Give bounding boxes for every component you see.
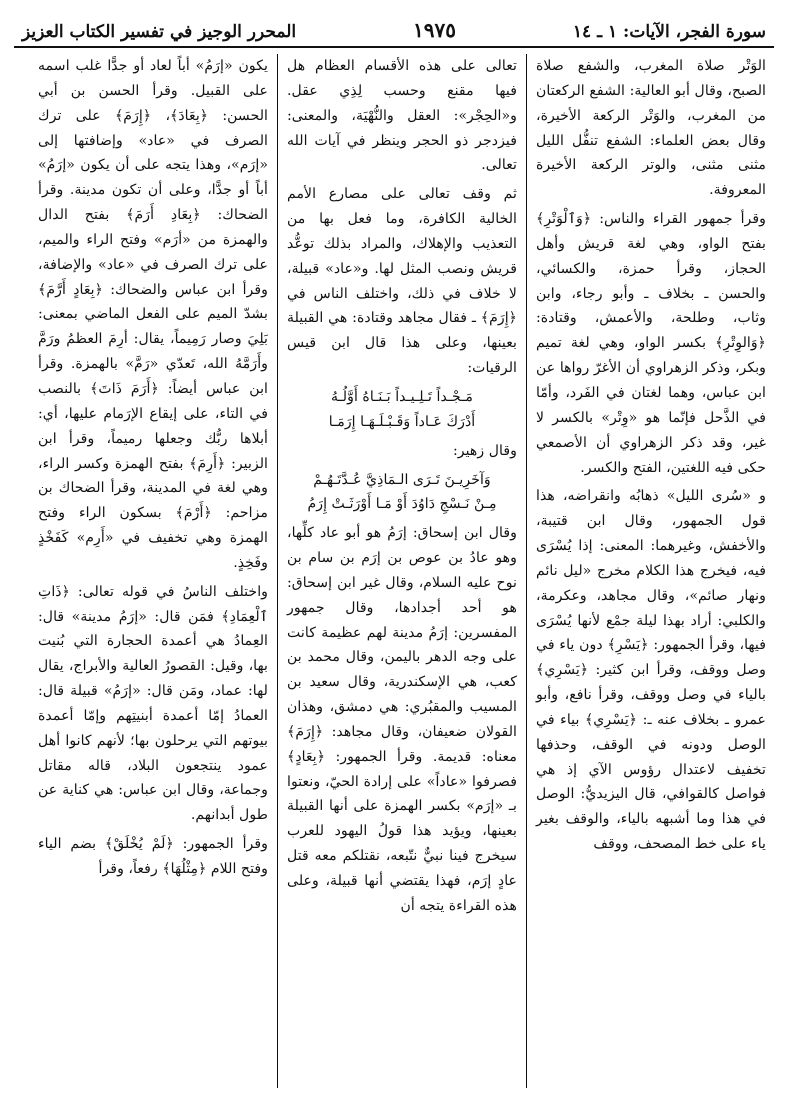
page-number: ١٩٧٥ <box>413 18 456 42</box>
verse-hemistich: مَـجْـداً تَـلِـيـداً بَـنَـاهُ أَوَّلُـهُ <box>331 388 473 405</box>
paragraph: وقال ابن إسحاق: إرَمُ هو أبو عاد كلِّها، وهو عادُ بن عوص بن إرَم بن سام بن نوح عليه السلام، وقال غير ابن إسحاق: هو أحد أجدادها، وقال جمهور المفسرين: إرَمُ مدينة لهم عظيمة كانت على وجه الدهر باليمن، وقال محمد بن كعب، هي الإسكندرية، وقال سعيد بن المسيب والمقبُري: هي دمشق، وهذان القولان ضعيفان، وقال مجاهد: ﴿إِرَمَ﴾ معناه: قديمة. وقرأ الجمهور: ﴿بِعَادٍ﴾ فصرفوا «عاداً» على إرادة الحيّ، ونعتوا بـ «إرَم» بكسر الهمزة على أنها القبيلة بعينها، ويؤيد هذا قولُ اليهود للعرب سيخرج فينا نبيٌّ نتّبعه، نقتلكم معه قتل عادٍ إرَم، فهذا يقتضي أنها قبيلة، وعلى هذه القراءة يتجه أن <box>287 525 517 914</box>
verse-hemistich: وَآخَرِيـنَ تَـرَى الـمَاذِيَّ عُـدَّتَـهُـمْ <box>313 471 491 488</box>
book-page <box>14 8 774 1088</box>
column-left <box>30 54 276 1088</box>
book-title: المحرر الوجيز في تفسير الكتاب العزيز <box>22 22 297 42</box>
paragraph: وقال زهير: <box>453 442 517 459</box>
paragraph: الوَتْر صلاة المغرب، والشفع صلاة الصبح، وقال أبو العالية: الشفع الركعتان من المغرب، والوَتْر الركعة الأخيرة، وقال بعض العلماء: الشفع تنفُّل الليل مثنى مثنى، والوتر الركعة الأخيرة المعروفة. <box>536 58 766 199</box>
page-header <box>14 8 774 42</box>
verse-hemistich: مِـنْ نَـسْجِ دَاوُدَ أَوْ مَـا أَوْرَثَـتْ إِرَمُ <box>307 496 497 513</box>
poetry-verse <box>287 385 517 435</box>
column-middle <box>279 54 525 1088</box>
column-divider <box>277 54 278 1088</box>
paragraph: وقرأ جمهور القراء والناس: ﴿وَٱلْوَتْرِ﴾ بفتح الواو، وهي لغة قريش وأهل الحجاز، وقرأ حمزة، والكسائي، والحسن ـ بخلاف ـ وأبو رجاء، وابن وثاب، وطلحة، والأعمش، وقتادة: ﴿وَالوِتْرِ﴾ بكسر الواو، وهي لغة تميم وبكر، وذكر الزهراوي أن الأغرّ رواها عن ابن عباس، وهما لغتان في الفَرد، وأمّا في الذَّحل فإنّما هو «وِتْر» بالكسر لا غير، وقد ذكر الزهراوي أن الأصمعي حكى فيه اللغتين، الفتح والكسر. <box>536 211 766 476</box>
poetry-verse <box>287 468 517 518</box>
paragraph: تعالى على هذه الأقسام العظام هل فيها مقنع وحسب لِذِي عقل. و«الحِجْر»: العقل والنُّهْيَة، والمعنى: فيزدجر ذو الحجر وينظر في آيات الله تعالى. <box>287 58 517 174</box>
column-right <box>528 54 774 1088</box>
paragraph: واختلف الناسُ في قوله تعالى: ﴿ذَاتِ ٱلْعِمَادِ﴾ فمَن قال: «إرَمُ مدينة» قال: العِمادُ هي أعمدة الحجارة التي بُنيت بها، وقيل: القصورُ العالية والأبراج، يقال لها: عماد، ومَن قال: «إرَمُ» قبيلة قال: العمادُ إمّا أعمدة أبنيتِهم وإمّا أعمدة بيوتهم التي يرحلون بها؛ لأنهم كانوا أهل عمود ينتجعون البلاد، قاله مقاتل وجماعة، وقال ابن عباس: هي كناية عن طول أبدانهم. <box>38 583 268 824</box>
header-rule <box>14 46 774 48</box>
verse-hemistich: أَدْرَكَ عَـاداً وَقَـبْـلَـهَـا إِرَمَـا <box>328 413 476 430</box>
text-columns <box>14 54 774 1088</box>
surah-heading: سورة الفجر، الآيات: ١ ـ ١٤ <box>572 22 766 42</box>
column-divider <box>526 54 527 1088</box>
paragraph: وقرأ الجمهور: ﴿لَمْ يُخْلَقْ﴾ بضم الياء وفتح اللام ﴿مِثْلُهَا﴾ رفعاً، وقرأ <box>38 836 268 877</box>
paragraph: يكون «إرَمُ» أباً لعاد أو جدًّا غلب اسمه على القبيل. وقرأ الحسن بن أبي الحسن: ﴿بِعَادَ﴾، ﴿إِرَمَ﴾ على ترك الصرف في «عاد» وإضافتها إلى «إرَم»، وهذا يتجه على أن يكون «إرَمُ» أباً أو جدًّا، وعلى أن تكون مدينة. وقرأ الضحاك: ﴿بِعَادِ أَرَمَ﴾ بفتح الدال والهمزة من «أرَم» وفتح الراء والميم، على ترك الصرف في «عاد» والإضافة، وقرأ ابن عباس والضحاك: ﴿بِعَادٍ أَرَّمَ﴾ بشدّ الميم على الفعل الماضي بمعنى: بَلِيَ وصار رَمِيماً، يقال: أرِمَ العظمُ ورَمَّ وأَرَمَّهُ الله، تَعدّي «رَمَّ» بالهمزة. وقرأ ابن عباس أيضاً: ﴿أَرَمَ ذَاتَ﴾ بالنصب في التاء، على إيقاع الإرَمام عليها، أي: أبلاها ربُّك وجعلها رميماً، وقرأ ابن الزبير: ﴿أَرِمَ﴾ بفتح الهمزة وكسر الراء، وهي لغة في المدينة، وقرأ الضحاك بن مزاحم: ﴿أَرْمَ﴾ بسكون الراء وفتح الهمزة وهي تخفيف في «أَرِم» كَفَخْذٍ وفَخِذٍ. <box>38 58 268 571</box>
paragraph: ثم وقف تعالى على مصارع الأمم الخالية الكافرة، وما فعل بها من التعذيب والإهلاك، والمراد بذلك توعُّد قريش ونصب المثل لها. و«عاد» قبيلة، لا خلاف في ذلك، واختلف الناس في ﴿إِرَمَ﴾ ـ فقال مجاهد وقتادة: هي القبيلة بعينها، وعلى هذا قال ابن قيس الرقيات: <box>287 186 517 377</box>
paragraph: و «سُرى الليل» ذهابُه وانقراضه، هذا قول الجمهور، وقال ابن قتيبة، والأخفش، وغيرهما: المعنى: إذا يُسْرَى فيه، فيخرج هذا الكلام مخرج «ليل نائم ونهار صائم»، وقال مجاهد، وعكرمة، والكلبي: أراد بهذا ليلة جمْع لأنها يُسْرَى فيها، وقرأ الجمهور: ﴿يَسْرِ﴾ دون ياء في وصل ووقف، وقرأ ابن كثير: ﴿يَسْرِي﴾ بالياء في وصل ووقف، وقرأ نافع، وأبو عمرو ـ بخلاف عنه ـ: ﴿يَسْرِي﴾ بياء في الوصل ودونه في الوقف، وحذفها تخفيف لاعتدال رؤوس الآي إذ هي فواصل كالقوافي، قال اليزيديُّ: الوصل في هذا وما أشبهه بالياء، والوقف بغير ياء على خط المصحف، ووقف <box>536 488 766 853</box>
